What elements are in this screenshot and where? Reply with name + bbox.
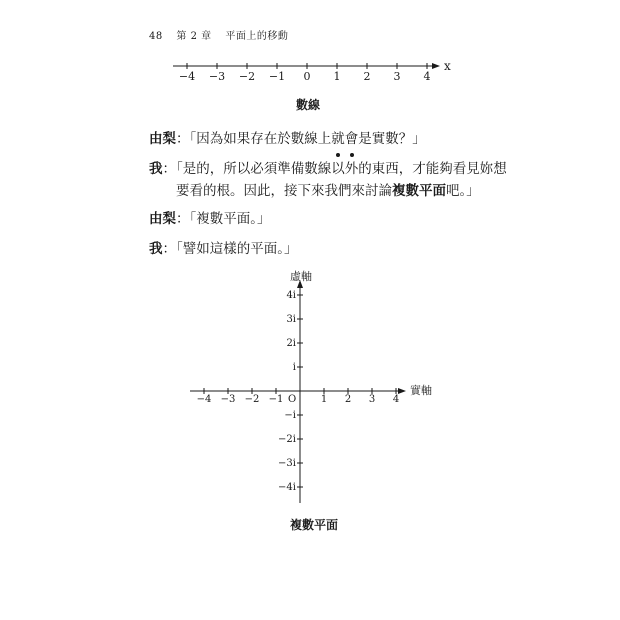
speaker-me: 我 (149, 161, 163, 177)
origin-label: O (288, 394, 297, 405)
dialogue-line-2 (149, 158, 507, 202)
imag-tick-label: i (292, 362, 296, 373)
imag-tick-label: −4i (278, 482, 296, 493)
dialogue-text: ：「譬如這樣的平面。」 (162, 241, 298, 257)
dialogue-text: ：「複數平面。」 (176, 211, 271, 227)
real-tick-label: −1 (268, 394, 284, 405)
real-tick-label: −2 (244, 394, 260, 405)
dialogue-text: 要看的根。因此，接下來我們來討論 (176, 183, 392, 199)
imag-tick-label: 2i (286, 338, 296, 349)
number-line-tick-label: 1 (333, 70, 341, 83)
emphasis-dotted-char: 外 (345, 158, 359, 180)
number-line-tick-label: 3 (393, 70, 401, 83)
number-line-tick-label: 0 (303, 70, 311, 83)
page-number: 48 (149, 31, 163, 42)
chapter-title: 平面上的移動 (225, 31, 289, 42)
dialogue-text: ：「因為如果存在於數線上就會是實數？」 (176, 131, 426, 147)
dialogue-text: 的東西，才能夠看見妳想 (358, 161, 507, 177)
complex-plane-caption: 複數平面 (290, 518, 339, 532)
number-line-tick-label: −2 (238, 70, 256, 83)
dialogue-line-3 (149, 208, 271, 230)
number-line-tick-label: 4 (423, 70, 431, 83)
real-tick-label: 4 (392, 394, 400, 405)
real-axis-label: 實軸 (410, 384, 432, 397)
emphasis-dotted-char: 以 (331, 158, 345, 180)
real-tick-label: −4 (196, 394, 212, 405)
imag-tick-label: 4i (286, 290, 296, 301)
dialogue-text: ：「是的，所以必須準備數線 (162, 161, 332, 177)
real-tick-label: 2 (344, 394, 352, 405)
dialogue-text: 吧。」 (446, 183, 480, 199)
number-line-tick-label: −3 (208, 70, 226, 83)
real-tick-label: 3 (368, 394, 376, 405)
imag-tick-label: 3i (286, 314, 296, 325)
number-line-arrow (432, 63, 440, 69)
bold-term: 複數平面 (392, 183, 446, 199)
imag-tick-label: −2i (278, 434, 296, 445)
number-line-tick-label: 2 (363, 70, 371, 83)
real-tick-label: 1 (320, 394, 328, 405)
real-tick-label: −3 (220, 394, 236, 405)
real-axis-tick-labels (197, 394, 400, 405)
imaginary-axis-label: 虛軸 (290, 270, 312, 283)
chapter-number: 第 2 章 (176, 31, 212, 42)
imag-tick-label: −i (284, 410, 296, 421)
imag-tick-label: −3i (278, 458, 296, 469)
number-line-tick-label: −1 (268, 70, 286, 83)
number-line-tick-labels (179, 70, 431, 83)
number-line-axis-label: x (444, 59, 451, 73)
real-axis-arrow (398, 388, 406, 394)
number-line-tick-label: −4 (178, 70, 196, 83)
dialogue-line-4 (149, 238, 298, 260)
number-line-caption: 數線 (296, 98, 321, 112)
dialogue-line-1 (149, 128, 426, 150)
complex-plane-figure (0, 260, 620, 510)
speaker-yuri: 由梨 (149, 131, 176, 147)
speaker-me: 我 (149, 241, 163, 257)
speaker-yuri: 由梨 (149, 211, 176, 227)
number-line-figure (0, 0, 620, 100)
